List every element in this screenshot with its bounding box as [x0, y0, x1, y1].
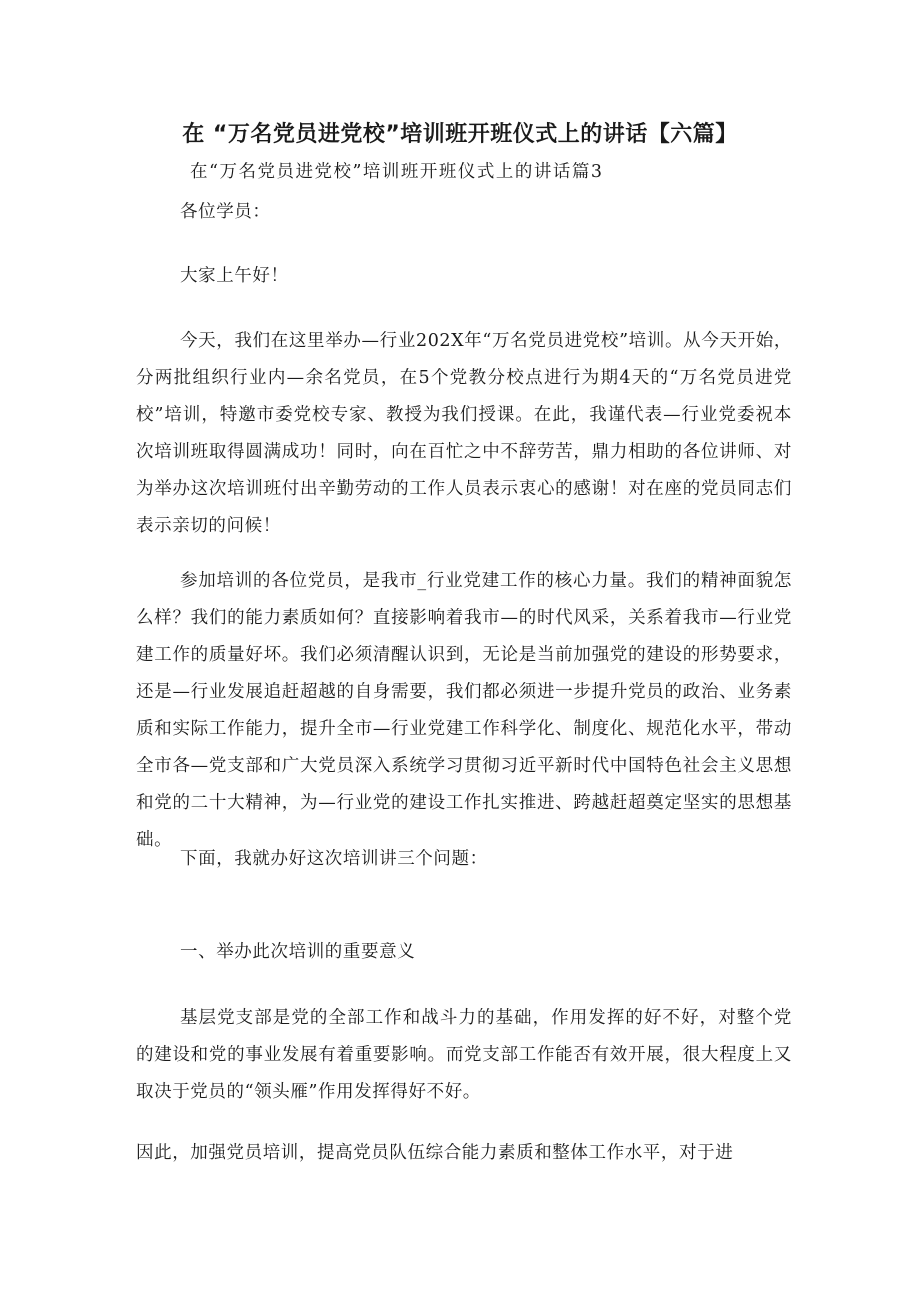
paragraph-three-issues: 下面，我就办好这次培训讲三个问题：: [180, 849, 488, 869]
section-heading-significance: 一、举办此次培训的重要意义: [180, 942, 416, 962]
paragraph-party-branch: 基层党支部是党的全部工作和战斗力的基础，作用发挥的好不好，对整个党的建设和党的事业发展有着重要影响。而党支部工作能否有效开展，很大程度上又取决于党员的“领头雁”作用发挥得好不好。: [136, 1008, 792, 1102]
document-title: 在 “万名党员进党校”培训班开班仪式上的讲话【六篇】: [182, 122, 738, 147]
salutation: 各位学员：: [180, 202, 271, 222]
paragraph-opening: 今天，我们在这里举办—行业202X年“万名党员进党校”培训。从今天开始，分两批组织行业内—余名党员，在5个党教分校点进行为期4天的“万名党员进党校”培训，特邀市委党校专家、教授为我们授课。在此，我谨代表—行业党委祝本次培训班取得圆满成功！同时，向在百忙之中不辞劳苦，鼎力相助的各位讲师、对为举办这次培训班付出辛勤劳动的工作人员表示衷心的感谢！对在座的党员同志们表示亲切的问候！: [136, 331, 792, 536]
paragraph-therefore: 因此，加强党员培训，提高党员队伍综合能力素质和整体工作水平，对于进: [136, 1143, 734, 1163]
paragraph-core-force: 参加培训的各位党员，是我市_行业党建工作的核心力量。我们的精神面貌怎么样？我们的能力素质如何？直接影响着我市—的时代风采，关系着我市—行业党建工作的质量好坏。我们必须清醒认识到，无论是当前加强党的建设的形势要求，还是—行业发展追赶超越的自身需要，我们都必须进一步提升党员的政治、业务素质和实际工作能力，提升全市—行业党建工作科学化、制度化、规范化水平，带动全市各—党支部和广大党员深入系统学习贯彻习近平新时代中国特色社会主义思想和党的二十大精神，为—行业党的建设工作扎实推进、跨越赶超奠定坚实的思想基础。: [136, 571, 792, 850]
document-subtitle: 在“万名党员进党校”培训班开班仪式上的讲话篇3: [190, 162, 604, 182]
greeting: 大家上午好！: [180, 266, 289, 286]
